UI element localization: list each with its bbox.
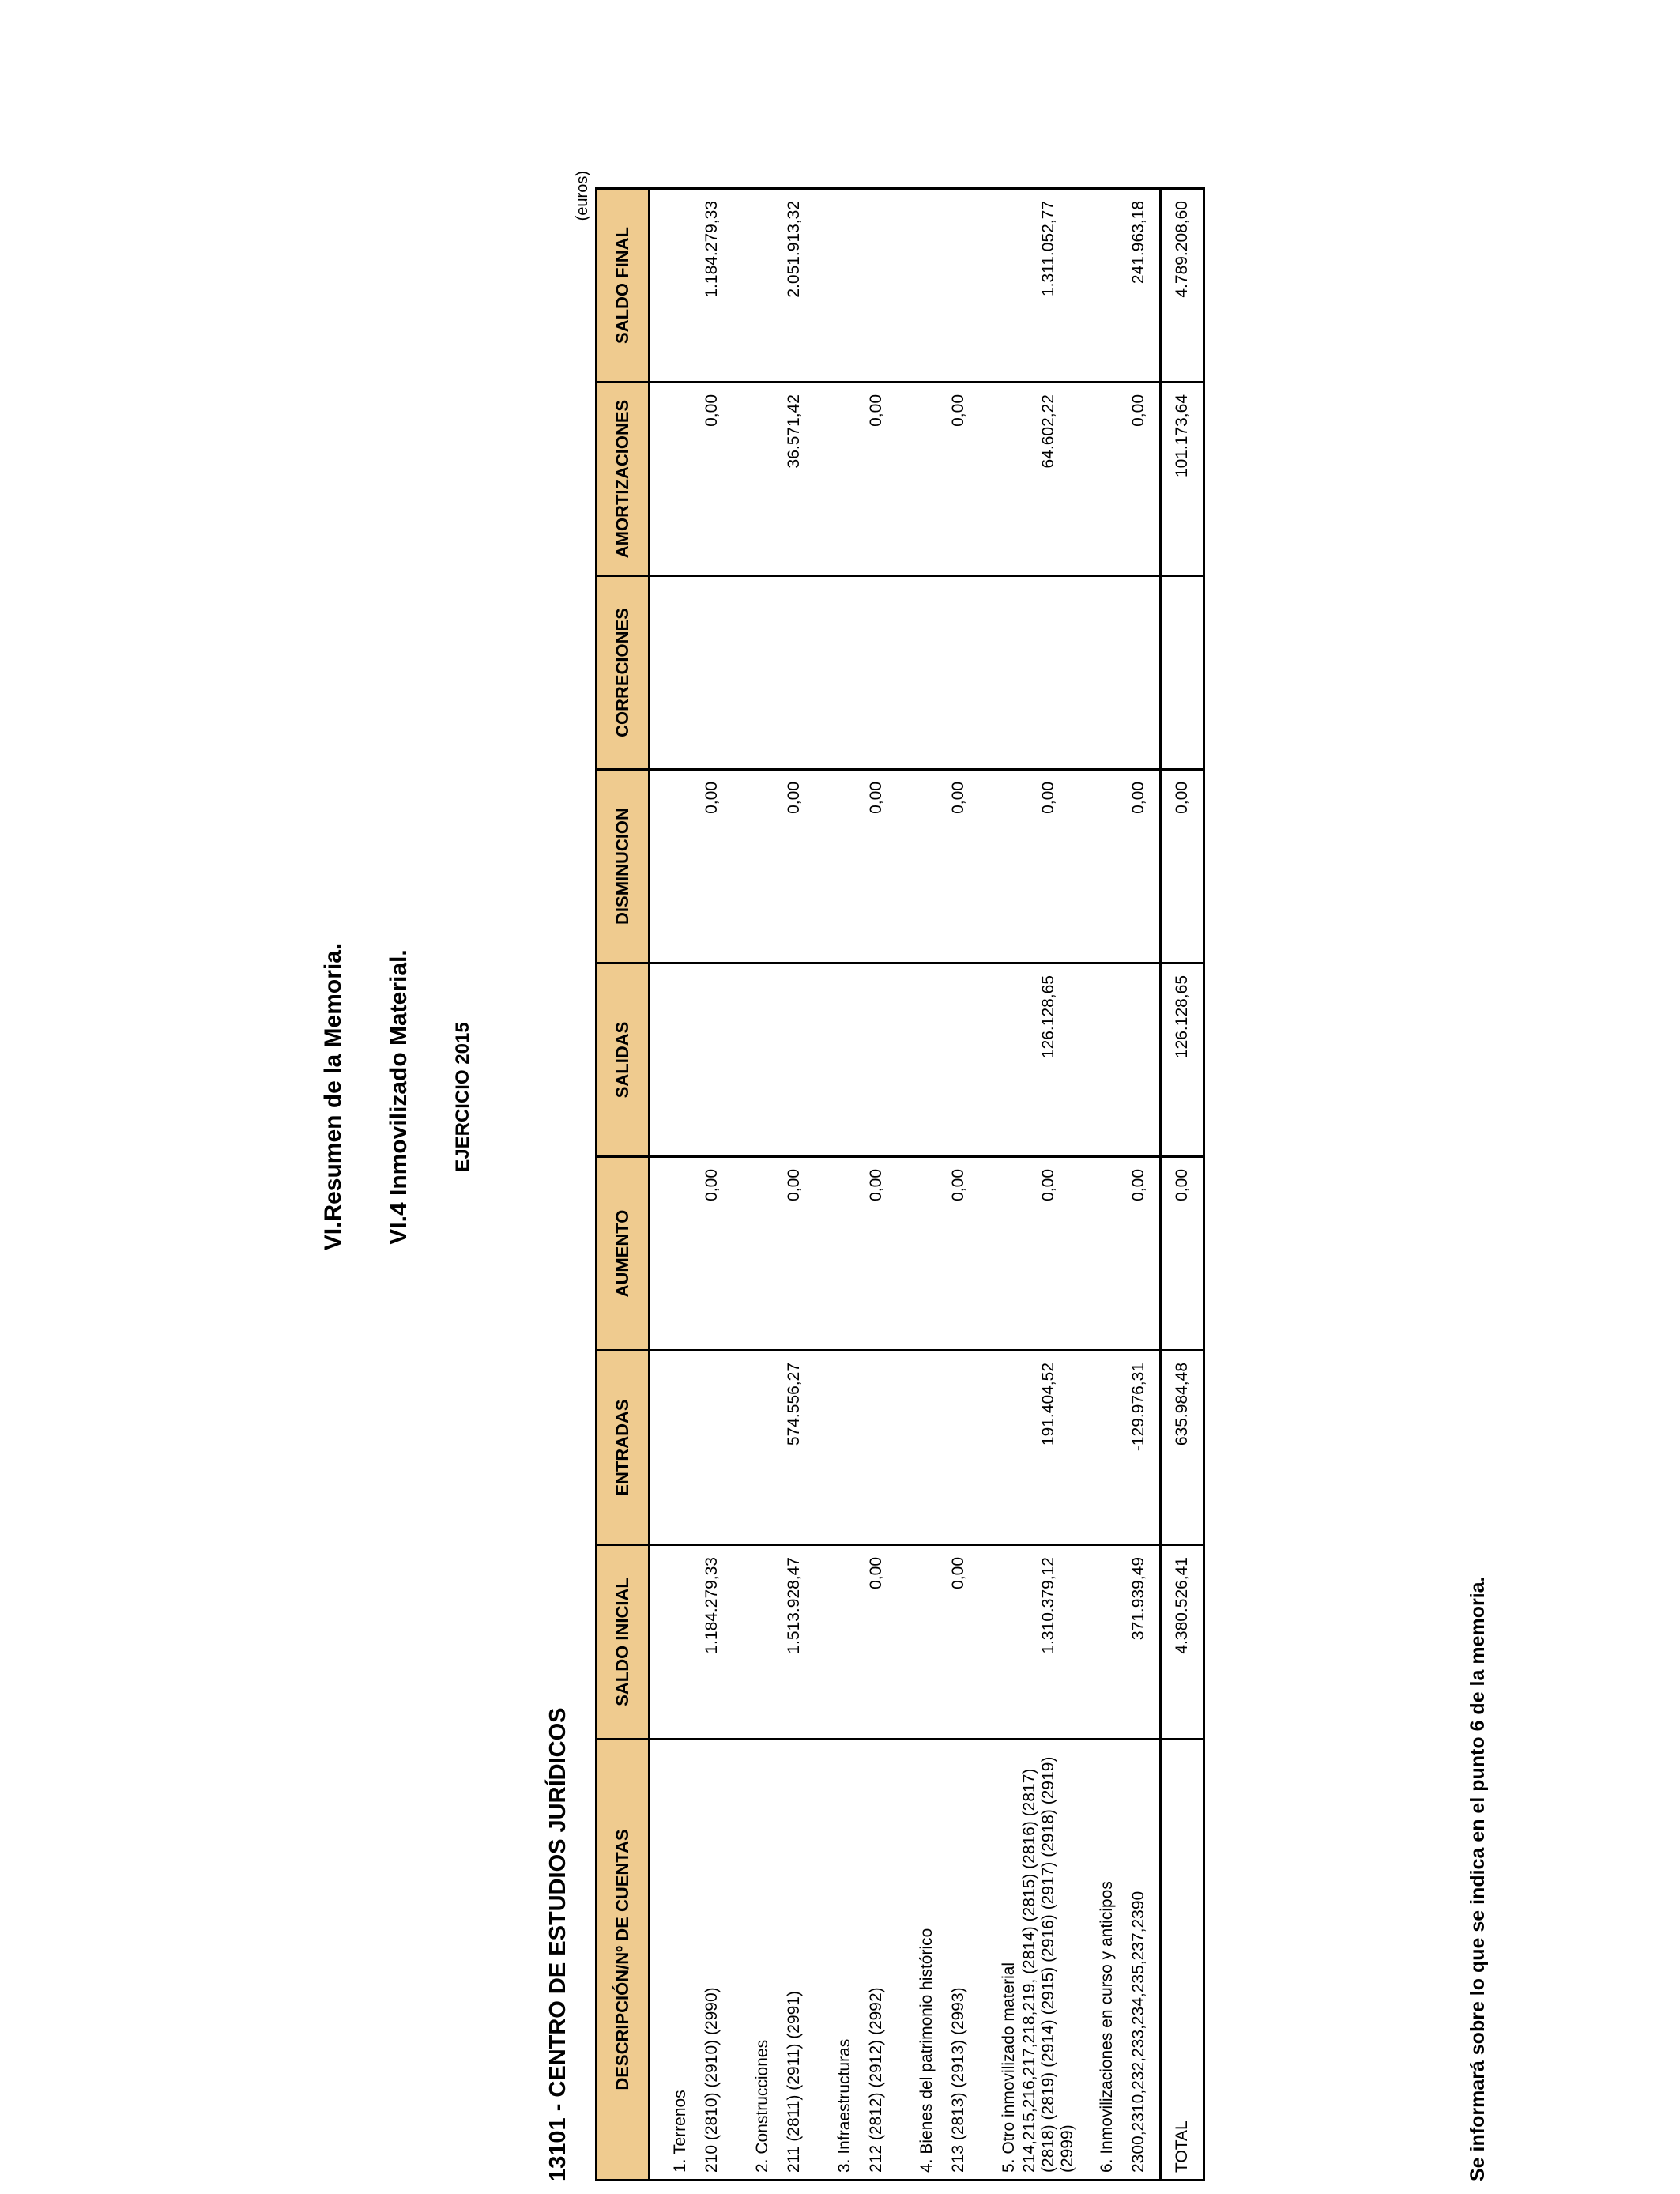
cell-disminucion: 0,00: [691, 770, 733, 963]
header-row: [597, 189, 650, 2181]
col-header: SALIDAS: [597, 963, 650, 1157]
account-codes: 212 (2812) (2912) (2992): [856, 1740, 897, 2181]
cell-saldo-final: 1.184.279,33: [691, 189, 733, 383]
cell-entradas: -129.976,31: [1118, 1351, 1161, 1545]
col-header: DISMINUCION: [597, 770, 650, 963]
title-exercise: EJERCICIO 2015: [452, 1022, 473, 1172]
total-amortizaciones: 101.173,64: [1161, 383, 1204, 576]
total-saldo-final: 4.789.208,60: [1161, 189, 1204, 383]
table-row: [774, 189, 815, 2181]
footer-note: Se informará sobre lo que se indica en el punto 6 de la memoria.: [1467, 1576, 1489, 2181]
cell-aumento: 0,00: [691, 1157, 733, 1351]
cell-aumento: 0,00: [1118, 1157, 1161, 1351]
category-label: 4. Bienes del patrimonio histórico: [897, 1740, 938, 2181]
category-row: [979, 189, 1020, 2181]
account-codes-text: 214,215,216,217,218,219, (2814) (2815) (2816) (2817) (2818) (2819) (2914) (2915) (2916) (2917) (2918) (2919) (2999): [1020, 1756, 1076, 2173]
cell-saldo-inicial: 0,00: [938, 1545, 979, 1740]
cell-saldo-final: 1.311.052,77: [1020, 189, 1077, 383]
table-row: [856, 189, 897, 2181]
cell-aumento: 0,00: [1020, 1157, 1077, 1351]
cell-entradas: 191.404,52: [1020, 1351, 1077, 1545]
cell-correciones: [1118, 576, 1161, 770]
account-codes: [1020, 1740, 1077, 2181]
col-header: DESCRIPCIÓN/Nº DE CUENTAS: [597, 1740, 650, 2181]
table-row: [1020, 189, 1077, 2181]
cell-entradas: 574.556,27: [774, 1351, 815, 1545]
col-header: ENTRADAS: [597, 1351, 650, 1545]
title-summary: VI.Resumen de la Memoria.: [320, 943, 346, 1251]
cell-salidas: [691, 963, 733, 1157]
total-correciones: [1161, 576, 1204, 770]
category-row: [650, 189, 692, 2181]
cell-saldo-inicial: 371.939,49: [1118, 1545, 1161, 1740]
cell-saldo-inicial: 1.513.928,47: [774, 1545, 815, 1740]
category-label: 2. Construcciones: [733, 1740, 774, 2181]
cell-saldo-inicial: 1.310.379,12: [1020, 1545, 1077, 1740]
col-header: SALDO FINAL: [597, 189, 650, 383]
cell-disminucion: 0,00: [856, 770, 897, 963]
account-codes: 211 (2811) (2911) (2991): [774, 1740, 815, 2181]
entity-name: 13101 - CENTRO DE ESTUDIOS JURÍDICOS: [545, 1707, 571, 2181]
col-header: SALDO INICIAL: [597, 1545, 650, 1740]
cell-correciones: [691, 576, 733, 770]
cell-correciones: [938, 576, 979, 770]
cell-amortizaciones: 0,00: [1118, 383, 1161, 576]
cell-correciones: [856, 576, 897, 770]
total-disminucion: 0,00: [1161, 770, 1204, 963]
total-salidas: 126.128,65: [1161, 963, 1204, 1157]
cell-amortizaciones: 0,00: [938, 383, 979, 576]
category-label: 1. Terrenos: [650, 1740, 692, 2181]
account-codes: 213 (2813) (2913) (2993): [938, 1740, 979, 2181]
cell-disminucion: 0,00: [1020, 770, 1077, 963]
category-label: 6. Inmovilizaciones en curso y anticipos: [1077, 1740, 1118, 2181]
cell-saldo-inicial: 1.184.279,33: [691, 1545, 733, 1740]
cell-saldo-final: 2.051.913,32: [774, 189, 815, 383]
table-row: [691, 189, 733, 2181]
cell-saldo-final: [856, 189, 897, 383]
cell-amortizaciones: 36.571,42: [774, 383, 815, 576]
total-label: TOTAL: [1161, 1740, 1204, 2181]
cell-disminucion: 0,00: [938, 770, 979, 963]
category-row: [733, 189, 774, 2181]
col-header: AMORTIZACIONES: [597, 383, 650, 576]
cell-entradas: [938, 1351, 979, 1545]
units-label: (euros): [574, 171, 591, 221]
cell-salidas: [938, 963, 979, 1157]
cell-entradas: [856, 1351, 897, 1545]
cell-saldo-inicial: 0,00: [856, 1545, 897, 1740]
cell-amortizaciones: 64.602,22: [1020, 383, 1077, 576]
fixed-assets-table: [595, 187, 1205, 2181]
cell-aumento: 0,00: [938, 1157, 979, 1351]
category-row: [1077, 189, 1118, 2181]
table-row: [938, 189, 979, 2181]
total-saldo-inicial: 4.380.526,41: [1161, 1545, 1204, 1740]
cell-amortizaciones: 0,00: [856, 383, 897, 576]
cell-disminucion: 0,00: [774, 770, 815, 963]
total-aumento: 0,00: [1161, 1157, 1204, 1351]
cell-entradas: [691, 1351, 733, 1545]
cell-disminucion: 0,00: [1118, 770, 1161, 963]
account-codes: 2300,2310,232,233,234,235,237,2390: [1118, 1740, 1161, 2181]
total-row: [1161, 189, 1204, 2181]
cell-salidas: [1118, 963, 1161, 1157]
cell-aumento: 0,00: [774, 1157, 815, 1351]
cell-salidas: 126.128,65: [1020, 963, 1077, 1157]
total-entradas: 635.984,48: [1161, 1351, 1204, 1545]
account-codes: 210 (2810) (2910) (2990): [691, 1740, 733, 2181]
category-label: 3. Infraestructuras: [815, 1740, 856, 2181]
cell-amortizaciones: 0,00: [691, 383, 733, 576]
cell-salidas: [774, 963, 815, 1157]
cell-saldo-final: [938, 189, 979, 383]
cell-correciones: [1020, 576, 1077, 770]
cell-salidas: [856, 963, 897, 1157]
col-header: AUMENTO: [597, 1157, 650, 1351]
category-row: [897, 189, 938, 2181]
cell-correciones: [774, 576, 815, 770]
category-label: 5. Otro inmovilizado material: [979, 1740, 1020, 2181]
table-row: [1118, 189, 1161, 2181]
category-row: [815, 189, 856, 2181]
cell-saldo-final: 241.963,18: [1118, 189, 1161, 383]
cell-aumento: 0,00: [856, 1157, 897, 1351]
col-header: CORRECIONES: [597, 576, 650, 770]
title-section: VI.4 Inmovilizado Material.: [386, 949, 412, 1245]
